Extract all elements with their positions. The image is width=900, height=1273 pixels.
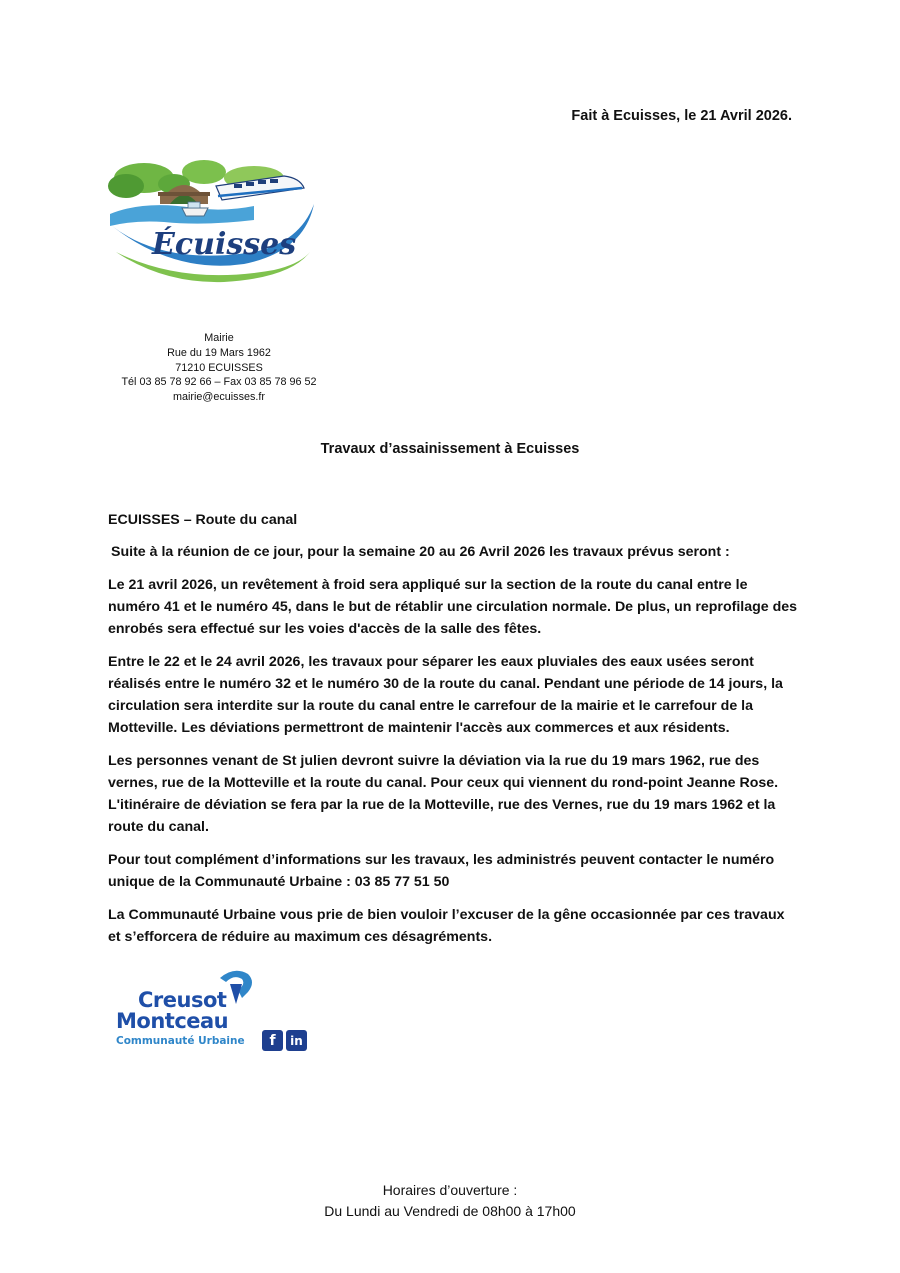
document-title: Travaux d’assainissement à Ecuisses — [320, 441, 580, 457]
creusot-montceau-logo — [112, 968, 262, 1054]
address-line-city: 71210 ECUISSES — [175, 361, 263, 374]
opening-hours — [0, 1180, 900, 1222]
document-date: Fait à Ecuisses, le 21 Avril 2026. — [571, 108, 792, 124]
ecuisses-logo-icon — [104, 156, 320, 286]
paragraph-drainage-works: Entre le 22 et le 24 avril 2026, les travaux pour séparer les eaux pluviales des eaux usées seront réalisés entre le numéro 32 et le numéro 30 de la route du canal. Pendant une période de 14 jours, la circulation sera interdite sur la route du canal entre le carrefour de la mairie et le carrefour de la Motteville. Les déviations permettront de maintenir l'accès aux commerces et aux résidents. — [108, 654, 783, 736]
opening-hours-value: Du Lundi au Vendredi de 08h00 à 17h00 — [324, 1203, 576, 1219]
address-line-street: Rue du 19 Mars 1962 — [167, 346, 271, 359]
address-line-name: Mairie — [204, 332, 234, 344]
communaute-urbaine-label: Communauté Urbaine — [116, 1035, 245, 1047]
document-body — [108, 509, 798, 959]
facebook-icon[interactable]: f — [262, 1030, 283, 1051]
linkedin-icon[interactable]: in — [286, 1030, 307, 1051]
address-line-phone-fax: Tél 03 85 78 92 66 – Fax 03 85 78 96 52 — [121, 376, 317, 389]
opening-hours-label: Horaires d’ouverture : — [382, 1182, 518, 1198]
creusot-label: Creusot — [138, 988, 227, 1012]
address-line-email: mairie@ecuisses.fr — [173, 391, 265, 404]
paragraph-resurfacing: Le 21 avril 2026, un revêtement à froid sera appliqué sur la section de la route du canal entre le numéro 41 et le numéro 45, dans le but de rétablir une circulation normale. De plus, un reprofilage des enrobés sera effectué sur les voies d'accès de la salle des fêtes. — [108, 577, 798, 637]
intro-paragraph: Suite à la réunion de ce jour, pour la semaine 20 au 26 Avril 2026 les travaux prévus seront : — [111, 544, 730, 560]
paragraph-contact: Pour tout complément d’informations sur les travaux, les administrés peuvent contacter le numéro unique de la Communauté Urbaine : 03 85 77 51 50 — [108, 852, 775, 890]
section-subtitle: ECUISSES – Route du canal — [108, 512, 298, 528]
paragraph-detour: Les personnes venant de St julien devront suivre la déviation via la rue du 19 mars 1962, rue des vernes, rue de la Motteville et la route du canal. Pour ceux qui viennent du rond-point Jeanne Rose. L'itinéraire de déviation se fera par la rue de la Motteville, rue des Vernes, rue du 19 mars 1962 et la route du canal. — [108, 753, 779, 835]
paragraph-apology: La Communauté Urbaine vous prie de bien vouloir l’excuser de la gêne occasionnée par ces travaux et s’efforcera de réduire au maximum ces désagréments. — [108, 907, 785, 945]
town-hall-address — [118, 331, 320, 405]
ecuisses-wordmark: Écuisses — [152, 227, 297, 262]
montceau-label: Montceau — [116, 1009, 229, 1033]
